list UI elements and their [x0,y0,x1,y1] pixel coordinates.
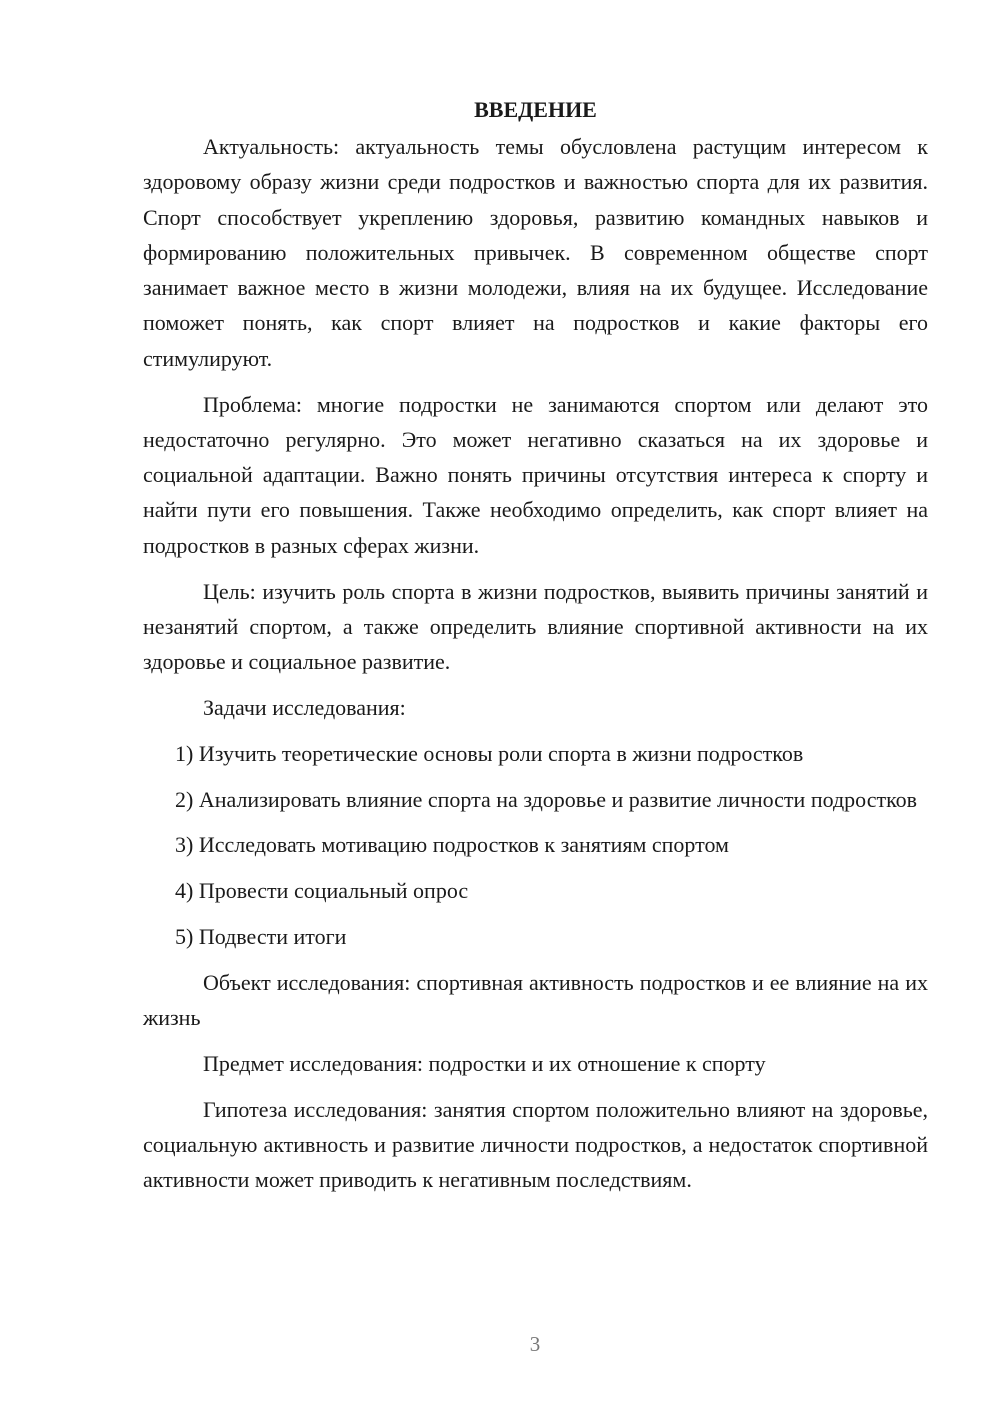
task-item-1: 1) Изучить теоретические основы роли спорта в жизни подростков [175,740,804,766]
task-item-5: 5) Подвести итоги [175,923,347,949]
paragraph-tasks-heading: Задачи исследования: [203,694,406,720]
paragraph-relevance: Актуальность: актуальность темы обусловлена растущим интересом к здоровому образу жизни среди подростков и важностью спорта для их развития. Спорт способствует укреплению здоровья, развитию командных навыков и формированию положительных привычек. В современном обществе спорт занимает важное место в жизни молодежи, влияя на их будущее. Исследование поможет понять, как спорт влияет на подростков и какие факторы его стимулируют. [143,134,928,371]
paragraph-goal: Цель: изучить роль спорта в жизни подростков, выявить причины занятий и незанятий спортом, а также определить влияние спортивной активности на их здоровье и социальное развитие. [143,578,928,675]
task-item-4: 4) Провести социальный опрос [175,878,469,904]
task-item-3: 3) Исследовать мотивацию подростков к занятиям спортом [175,832,729,858]
task-item-2: 2) Анализировать влияние спорта на здоровье и развитие личности подростков [175,786,918,812]
page-title: ВВЕДЕНИЕ [474,97,597,122]
paragraph-problem: Проблема: многие подростки не занимаются спортом или делают это недостаточно регулярно. Это может негативно сказаться на их здоровье и социальной адаптации. Важно понять причины отсутствия интереса к спорту и найти пути его повышения. Также необходимо определить, как спорт влияет на подростков в разных сферах жизни. [143,391,928,558]
paragraph-hypothesis: Гипотеза исследования: занятия спортом положительно влияют на здоровье, социальную активность и развитие личности подростков, а недостаток спортивной активности может приводить к негативным последствиям. [143,1096,928,1193]
paragraph-object: Объект исследования: спортивная активность подростков и ее влияние на их жизнь [143,969,928,1031]
document-page [143,92,928,1208]
page-number: 3 [529,1332,541,1356]
paragraph-subject: Предмет исследования: подростки и их отношение к спорту [203,1050,766,1076]
